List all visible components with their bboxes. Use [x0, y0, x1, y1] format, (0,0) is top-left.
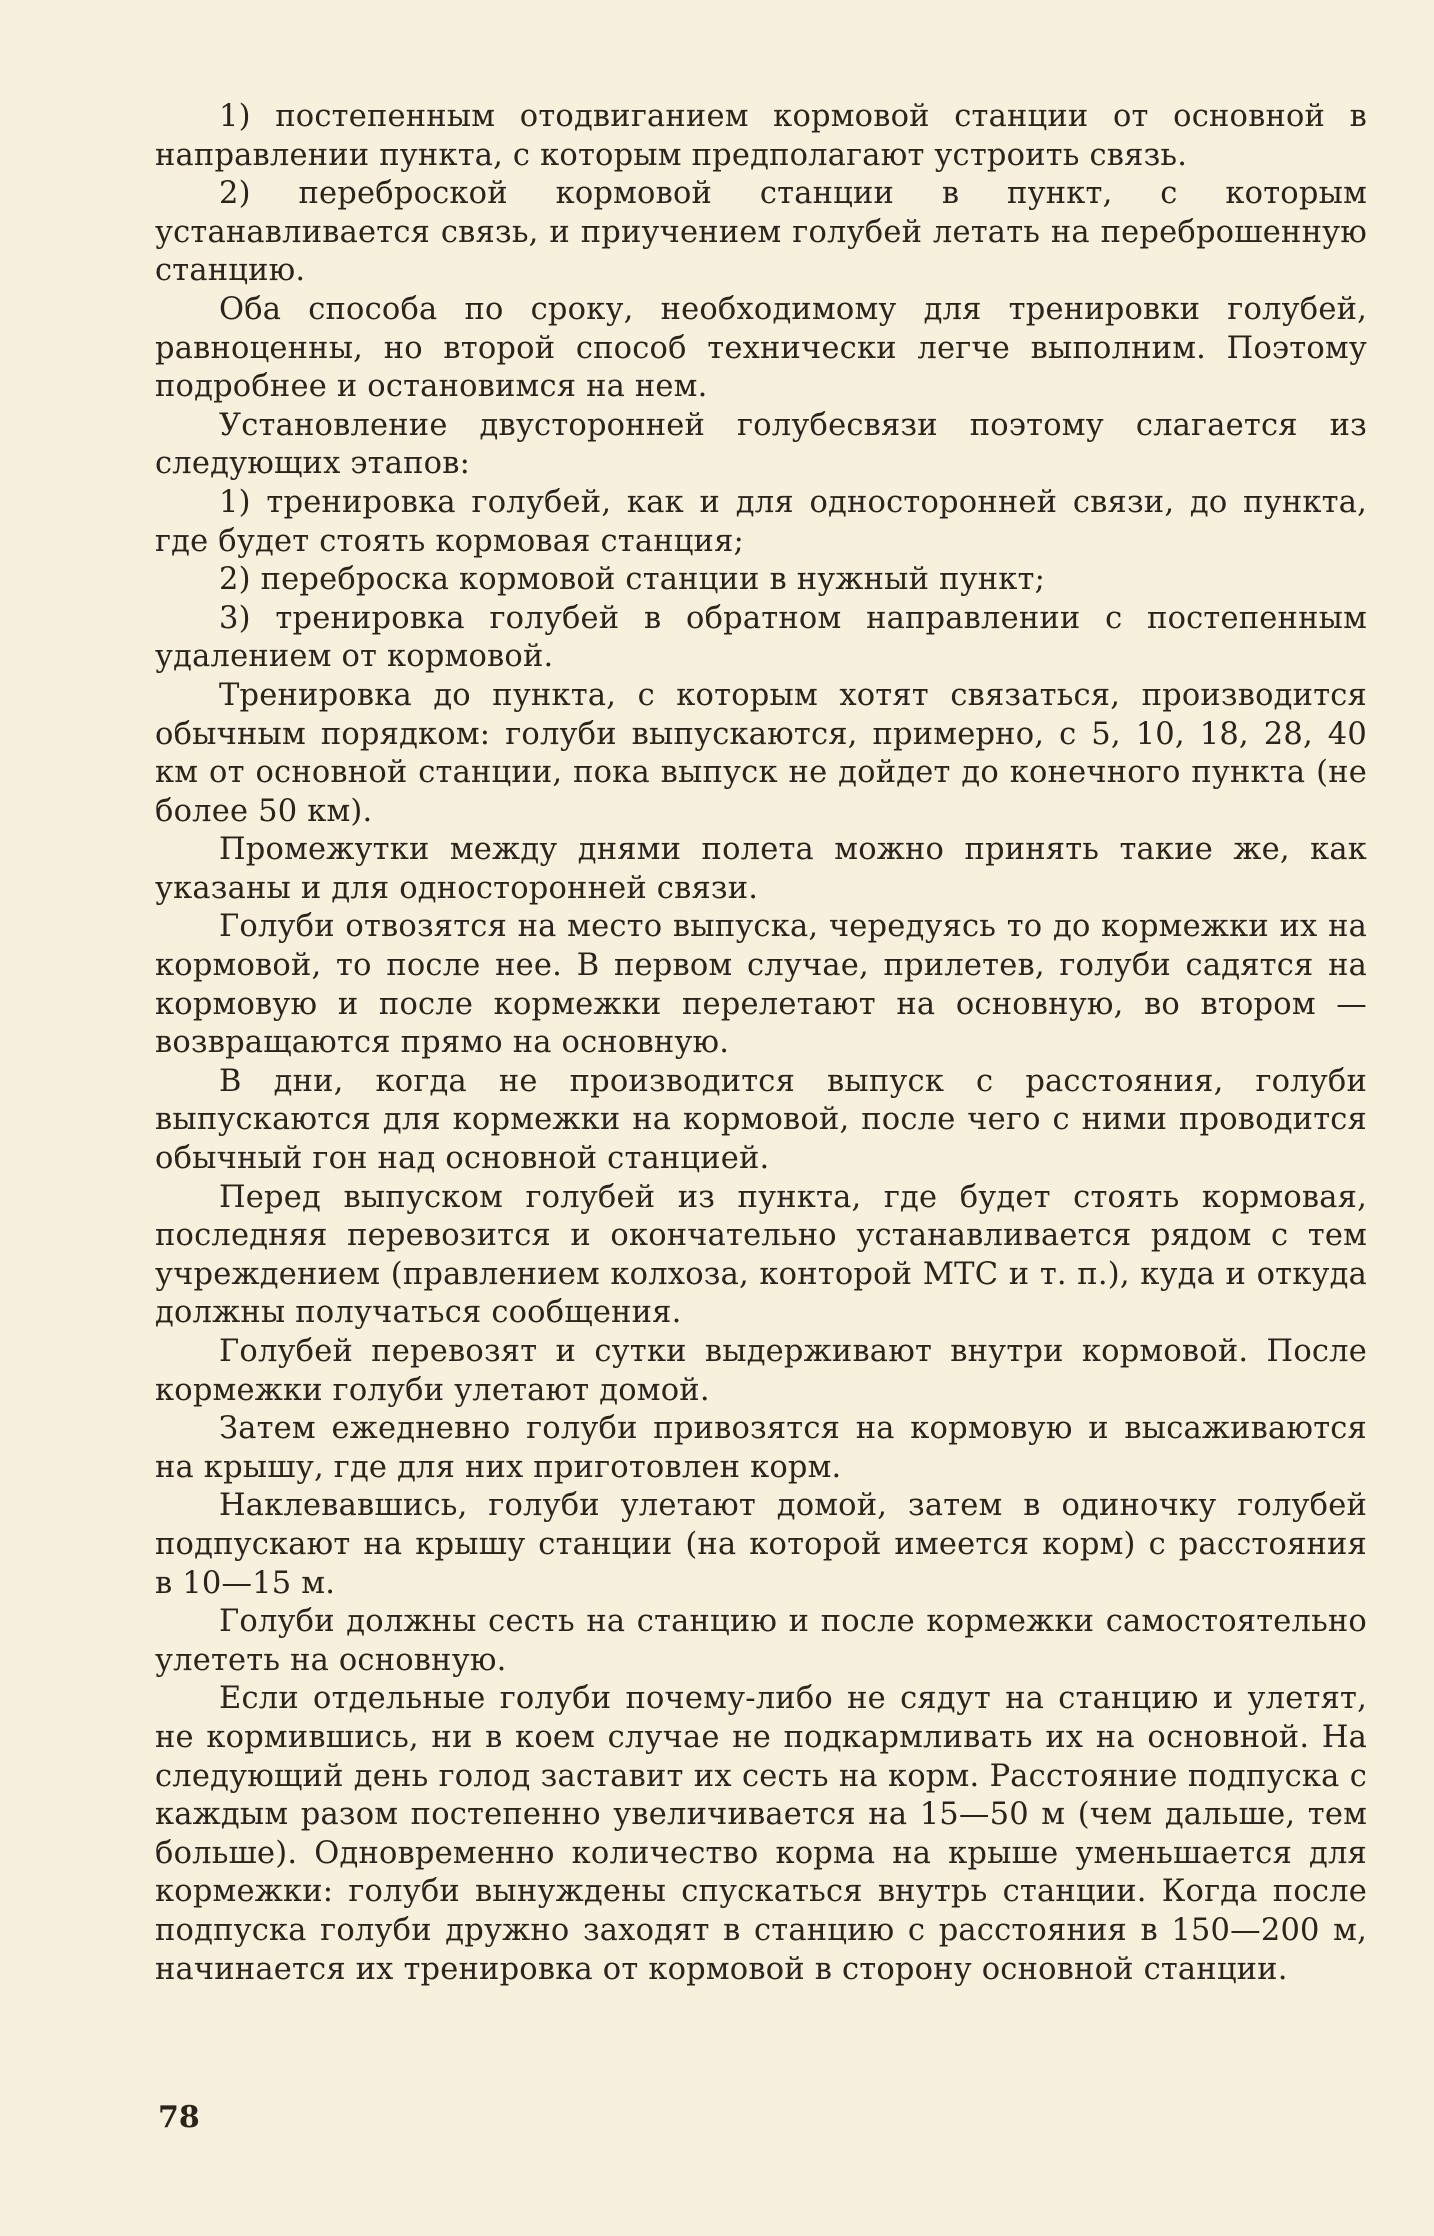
paragraph-method-2: 2) переброской кормовой станции в пункт, с которым устанавливается связь, и приучением голубей летать на переброшенную станцию. [155, 176, 1367, 289]
page-body [155, 98, 1367, 1989]
paragraph-stage-3: 3) тренировка голубей в обратном направлении с постепенным удалением от кормовой. [155, 600, 1367, 675]
paragraph-stage-2: 2) переброска кормовой станции в нужный пункт; [219, 562, 1046, 598]
paragraph-relocation: Перед выпуском голубей из пункта, где будет стоять кормовая, последняя перевозится и окончательно устанавливается рядом с тем учреждением (правлением колхоза, конторой МТС и т. п.), куда и откуда должны получаться сообщения. [155, 1179, 1367, 1331]
paragraph-intervals: Промежутки между днями полета можно принять такие же, как указаны и для односторонней связи. [155, 832, 1367, 906]
paragraph-training-distances: Тренировка до пункта, с которым хотят связаться, производится обычным порядком: голуби выпускаются, примерно, с 5, 10, 18, 28, 40 км от основной станции, пока выпуск не дойдет до конечного пункта (не более 50 км). [155, 677, 1367, 829]
paragraph-comparison: Оба способа по сроку, необходимому для тренировки голубей, равноценны, но второй способ технически легче выполним. Поэтому подробнее и остановимся на нем. [155, 291, 1367, 405]
paragraph-daily-feeding: Затем ежедневно голуби привозятся на кормовую и высаживаются на крышу, где для них приготовлен корм. [155, 1411, 1367, 1485]
paragraph-single-release: Наклевавшись, голуби улетают домой, затем в одиночку голубей подпускают на крышу станции (на которой имеется корм) с расстояния в 10—15 м. [155, 1488, 1367, 1601]
paragraph-transport: Голуби отвозятся на место выпуска, чередуясь то до кормежки их на кормовой, то после нее. В первом случае, прилетев, голуби садятся на кормовую и после кормежки перелетают на основную, во втором — возвращаются прямо на основную. [155, 909, 1367, 1061]
paragraph-acclimation: Голубей перевозят и сутки выдерживают внутри кормовой. После кормежки голуби улетают домой. [155, 1334, 1367, 1408]
paragraph-return: Голуби должны сесть на станцию и после кормежки самостоятельно улететь на основную. [155, 1604, 1367, 1678]
paragraph-method-1: 1) постепенным отодвиганием кормовой станции от основной в направлении пункта, с которым предполагают устроить связь. [155, 99, 1367, 173]
paragraph-stages-intro: Установление двусторонней голубесвязи поэтому слагается из следующих этапов: [155, 407, 1367, 482]
paragraph-rest-days: В дни, когда не производится выпуск с расстояния, голуби выпускаются для кормежки на кормовой, после чего с ними проводится обычный гон над основной станцией. [155, 1063, 1367, 1177]
page-number: 78 [158, 2100, 200, 2135]
paragraph-stage-1: 1) тренировка голубей, как и для односторонней связи, до пункта, где будет стоять кормовая станция; [155, 484, 1367, 559]
paragraph-distance-increase: Если отдельные голуби почему-либо не сядут на станцию и улетят, не кормившись, ни в коем случае не подкармливать их на основной. На следующий день голод заставит их сесть на корм. Расстояние подпуска с каждым разом постепенно увеличивается на 15—50 м (чем дальше, тем больше). Одновременно количество корма на крыше уменьшается для кормежки: голуби вынуждены спускаться внутрь станции. Когда после подпуска голуби дружно заходят в станцию с расстояния в 150—200 м, начинается их тренировка от кормовой в сторону основной станции. [155, 1681, 1367, 1987]
